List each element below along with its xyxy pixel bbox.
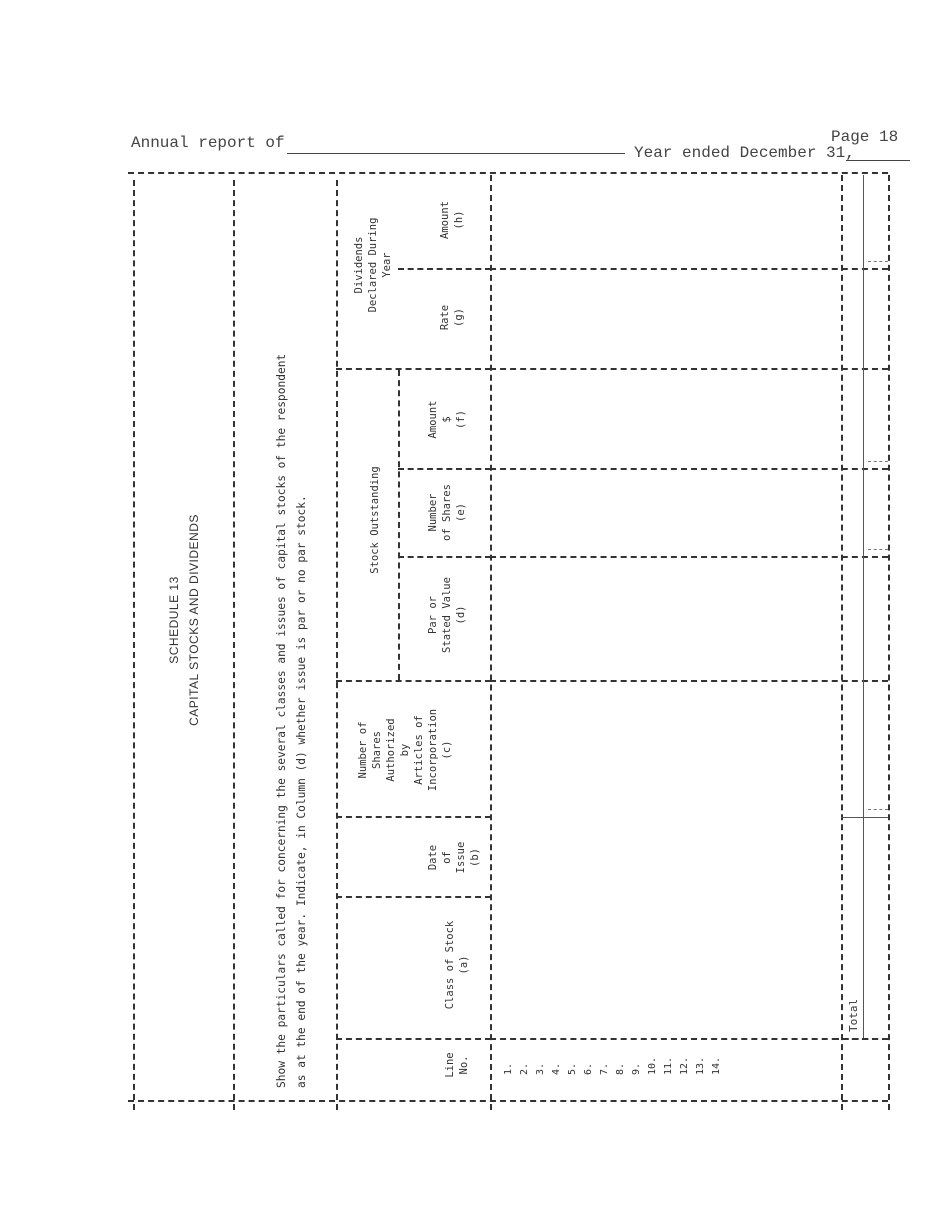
line-number: 2. — [519, 1062, 530, 1075]
line-number: 12. — [679, 1056, 690, 1075]
total-dividend-blocked — [868, 261, 888, 262]
body-divider-rate-amount — [490, 268, 888, 270]
schedule-title: CAPITAL STOCKS AND DIVIDENDS — [187, 514, 201, 726]
line-number: 9. — [631, 1062, 642, 1075]
header-date-of-issue: Date of Issue (b) — [427, 841, 481, 874]
frame-bottom-border — [128, 1100, 888, 1102]
line-number: 14. — [711, 1056, 722, 1075]
header-dividends-group: Dividends Declared During Year — [353, 217, 393, 313]
line-number: 11. — [663, 1056, 674, 1075]
total-row-top — [841, 175, 843, 1110]
frame-right-border — [888, 175, 890, 1110]
line-number: 3. — [535, 1062, 546, 1075]
line-number: 4. — [551, 1062, 562, 1075]
instruction-line-2: as at the end of the year. Indicate, in Column (d) whether issue is par or no par stock. — [295, 495, 308, 1088]
total-row-left — [833, 1038, 888, 1040]
body-divider-number-amount — [490, 468, 888, 470]
total-number-blocked — [868, 549, 888, 550]
total-date-line — [841, 817, 888, 818]
divider-auth-stock — [336, 680, 491, 682]
line-number: 6. — [583, 1062, 594, 1075]
year-field[interactable] — [846, 160, 910, 161]
header-number-of-shares: Number of Shares (e) — [427, 484, 467, 541]
total-row-divider — [863, 175, 864, 1040]
line-number: 7. — [599, 1062, 610, 1075]
frame-column-header-bottom — [490, 175, 492, 1110]
instruction-line-1: Show the particulars called for concerning the several classes and issues of capital stocks of the respondent — [275, 353, 288, 1088]
schedule-number: SCHEDULE 13 — [167, 576, 181, 664]
line-number: 1. — [503, 1062, 514, 1075]
header-class-of-stock: Class of Stock (a) — [444, 920, 470, 1010]
header-shares-authorized: Number of Shares Authorized by Articles of Incorporation (c) — [357, 708, 453, 792]
page-number: Page 18 — [831, 128, 899, 146]
header-par-value: Par or Stated Value (d) — [427, 577, 467, 653]
body-divider-amount-rate — [490, 368, 888, 370]
body-divider-par-number — [490, 556, 888, 558]
header-amount-dividends: Amount (h) — [439, 201, 465, 239]
frame-instruction-divider — [336, 180, 338, 1110]
header-line-no: Line No. — [444, 1052, 470, 1078]
year-ended-label: Year ended December 31, — [634, 144, 855, 162]
divider-date-auth — [336, 816, 491, 818]
header-rate: Rate (g) — [439, 304, 465, 331]
divider-stock-dividends — [336, 368, 491, 370]
header-stock-outstanding: Stock Outstanding — [369, 466, 381, 574]
body-divider-line-class — [490, 1038, 888, 1040]
total-amount-blocked — [868, 461, 888, 462]
respondent-name-field[interactable] — [287, 153, 625, 154]
total-label: Total — [847, 998, 860, 1032]
divider-class-date — [336, 896, 491, 898]
line-number: 13. — [695, 1056, 706, 1075]
frame-left-border — [133, 180, 135, 1110]
divider-par-number — [398, 556, 491, 558]
divider-stock-group — [398, 370, 400, 680]
frame-top-border — [128, 172, 888, 174]
total-auth-blocked — [868, 809, 888, 810]
schedule-13-table — [128, 170, 888, 1110]
frame-header-divider — [233, 180, 235, 1110]
annual-report-label: Annual report of — [131, 134, 285, 152]
header-amount-outstanding: Amount $ (f) — [427, 400, 467, 439]
line-number: 8. — [615, 1062, 626, 1075]
line-number: 10. — [647, 1056, 658, 1075]
line-number: 5. — [567, 1062, 578, 1075]
body-divider-auth-par — [490, 680, 888, 682]
